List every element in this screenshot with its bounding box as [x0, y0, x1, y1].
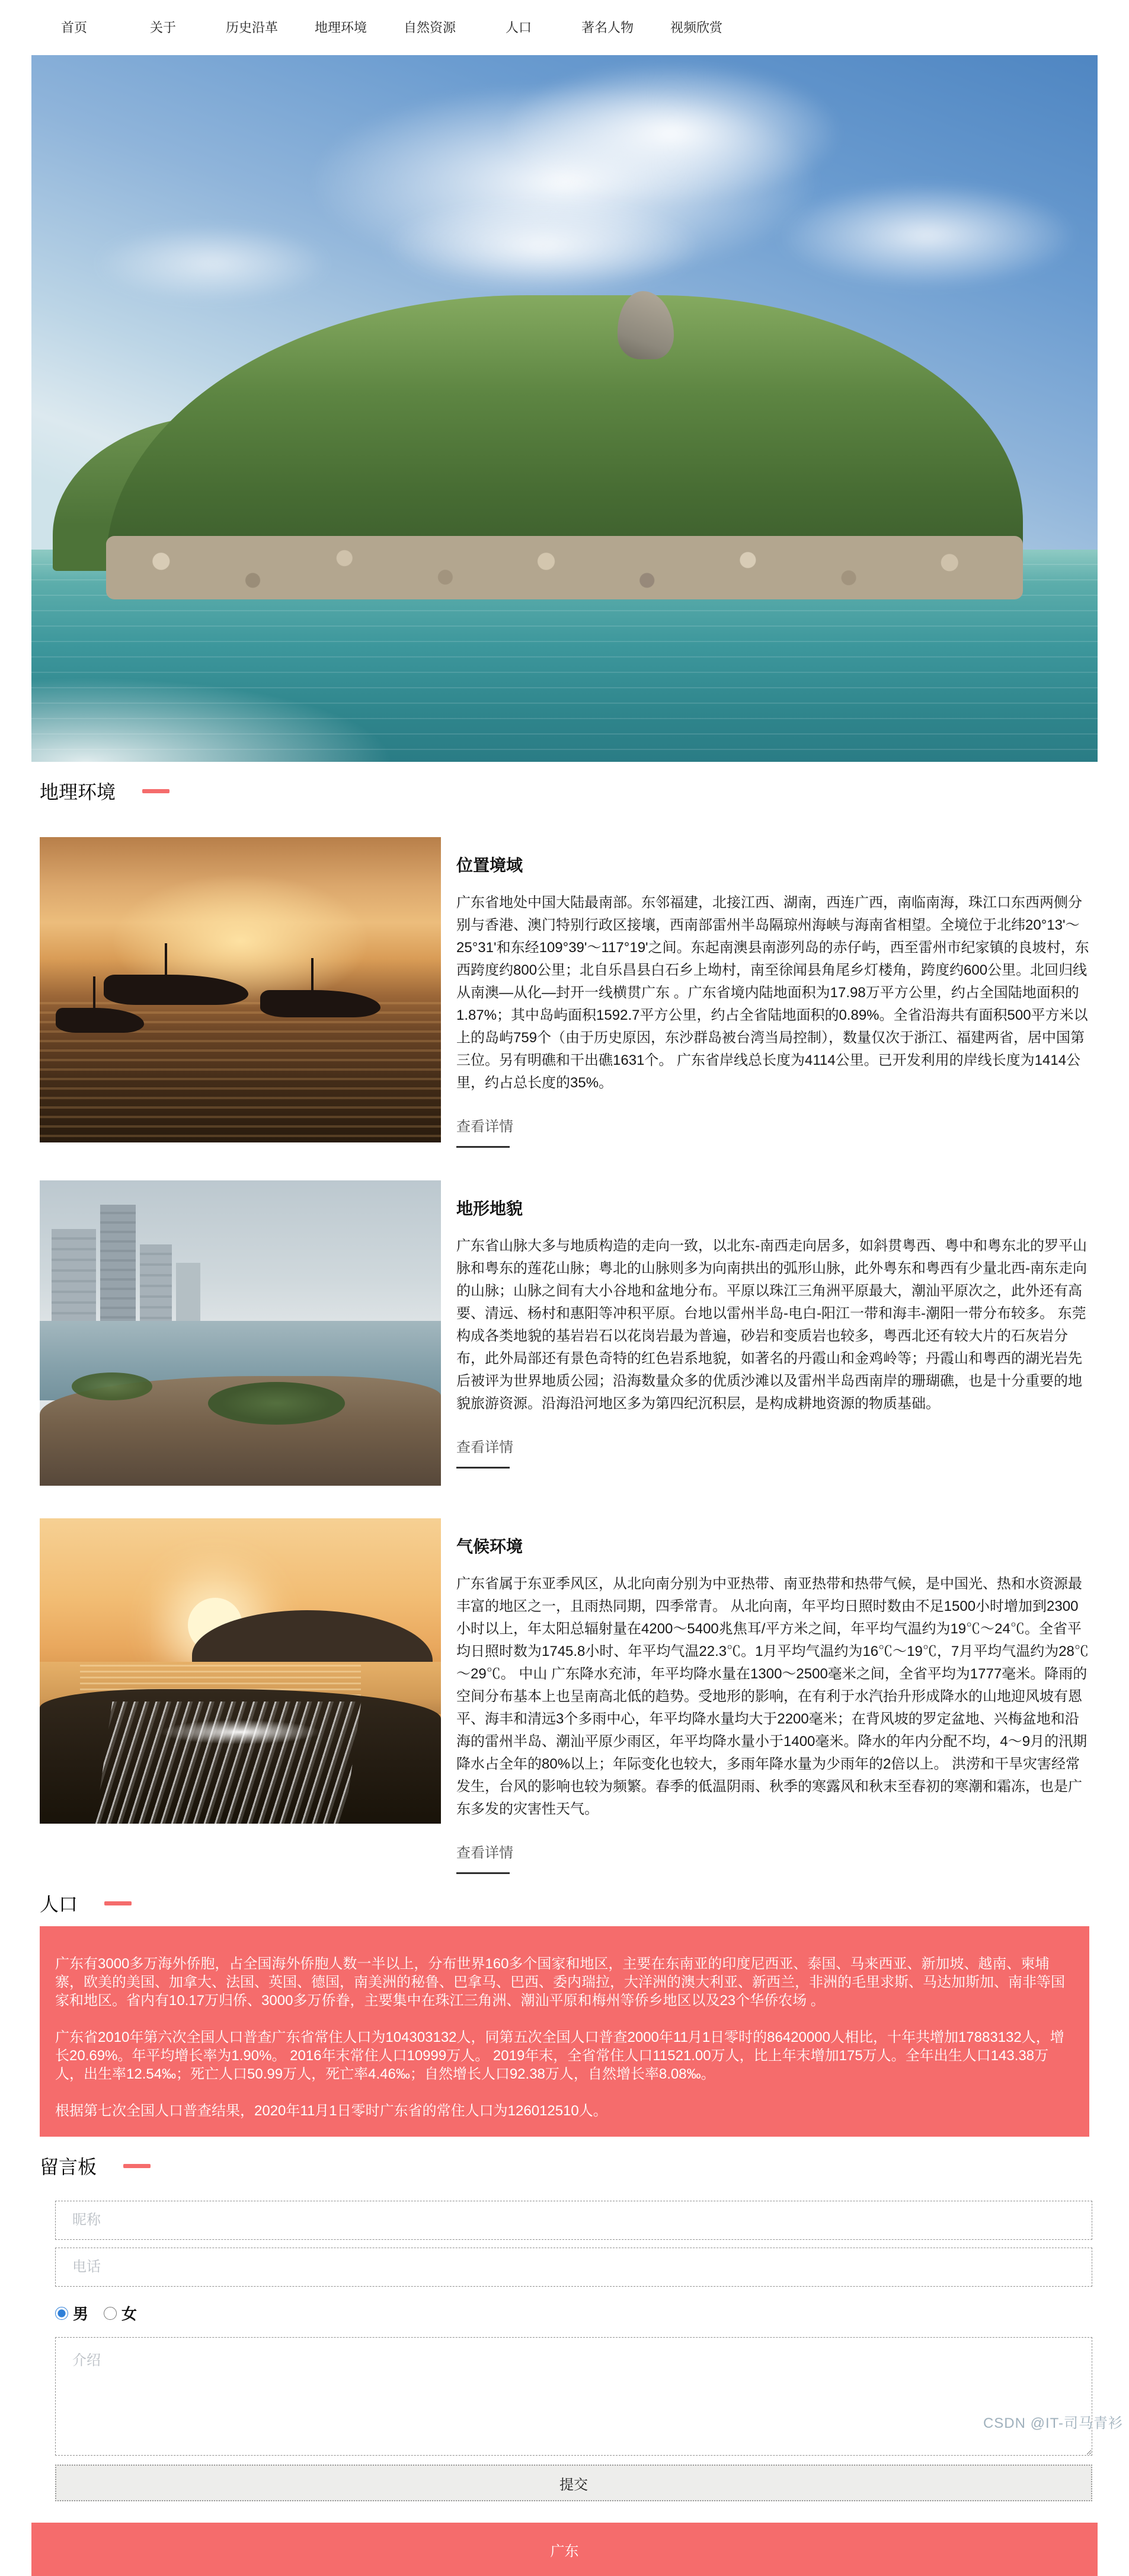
submit-button[interactable]: 提交 — [55, 2465, 1092, 2501]
nav-item-resources[interactable]: 自然资源 — [403, 20, 456, 35]
card-title: 位置境域 — [456, 856, 523, 874]
gender-female-radio[interactable] — [104, 2307, 117, 2320]
hero-coastal-island-photo — [31, 55, 1098, 762]
detail-link[interactable]: 查看详情 — [456, 1841, 513, 1874]
nav-item-home[interactable]: 首页 — [60, 20, 87, 35]
cloud-shape — [778, 183, 1076, 289]
boulder-shore-shape — [106, 536, 1023, 599]
card-text: 广东省地处中国大陆最南部。东邻福建，北接江西、湖南，西连广西，南临南海，珠江口东西两侧分别与香港、澳门特别行政区接壤，西南部雷州半岛隔琼州海峡与海南省相望。全境位于北纬20°13'～25°31'和东经109°39'～117°19'之间。东起南澳县南澎列岛的赤仔屿，西至雷州市纪家镇的良坡村，东西跨度约800公里；北自乐昌县白石乡上坳村，南至徐闻县角尾乡灯楼角，跨度约600公里。北回归线从南澳—从化—封开一线横贯广东 。广东省境内陆地面积为17.98万平方公里，约占全国陆地面积的1.87%；其中岛屿面积1592.7平方公里，约占全省陆地面积的0.89%。全省沿海共有面积500平方米以上的岛屿759个（由于历史原因，东沙群岛被台湾当局控制），数量仅次于浙江、福建两省，居中国第三位。另有明礁和干出礁1631个。 广东省岸线总长度为4114公里。已开发利用的岸线长度为1414公里，约占总长度的35%。 — [456, 895, 1089, 1091]
red-dash — [104, 1901, 132, 1905]
footer-label: 广东 — [550, 2543, 579, 2559]
nav-item-celebrities[interactable]: 著名人物 — [581, 20, 634, 35]
coastal-city-photo — [40, 1180, 441, 1486]
card-title: 气候环境 — [456, 1537, 523, 1556]
cloud-shape — [383, 196, 703, 295]
intro-textarea[interactable] — [55, 2337, 1092, 2456]
card-text: 广东省属于东亚季风区，从北向南分别为中亚热带、南亚热带和热带气候，是中国光、热和水资源最丰富的地区之一，且雨热同期，四季常青。 从北向南，年平均日照时数由不足1500小时增加到2300小时以上，年太阳总辐射量在4200～5400兆焦耳/平方米之间，年平均气温约为19℃～24℃。全省平均日照时数为1745.8小时、年平均气温22.3℃。1月平均气温约为16℃～19℃，7月平均气温约为28℃～29℃。 中山 广东降水充沛，年平均降水量在1300～2500毫米之间，全省平均为1777毫米。降雨的空间分布基本上也呈南高北低的趋势。受地形的影响，在有利于水汽抬升形成降水的山地迎风坡有恩平、海丰和清远3个多雨中心，年平均降水量均大于2200毫米；在背风坡的罗定盆地、兴梅盆地和沿海的雷州半岛、潮汕平原少雨区，年平均降水量小于1400毫米。降水的年内分配不均，4～9月的汛期降水占全年的80%以上；年际变化也较大，多雨年降水量为少雨年的2倍以上。 洪涝和干旱灾害经常发生，台风的影响也较为频繁。春季的低温阴雨、秋季的寒露风和秋末至春初的寒潮和霜冻，也是广东多发的灾害性天气。 — [456, 1576, 1089, 1817]
geo-card-terrain — [40, 1180, 1089, 1486]
section-title-message-board: 留言板 — [40, 2156, 97, 2178]
nav-item-geography[interactable]: 地理环境 — [314, 20, 367, 35]
population-highlight-box — [40, 1926, 1089, 2137]
foam-pool-shape — [160, 1720, 321, 1744]
section-title-population: 人口 — [40, 1894, 78, 1915]
nickname-input[interactable] — [55, 2201, 1092, 2240]
red-dash — [142, 789, 169, 793]
sunset-sea-rocks-photo — [40, 1518, 441, 1824]
shrub-shape — [208, 1382, 344, 1425]
section-header-population — [40, 1889, 1098, 1917]
gender-radio-group — [55, 2302, 1074, 2324]
population-paragraph: 根据第七次全国人口普查结果，2020年11月1日零时广东省的常住人口为126012510人。 — [55, 2103, 607, 2119]
gender-male-option[interactable] — [55, 2302, 88, 2324]
page-container — [31, 55, 1098, 2501]
wave-foam-shape — [31, 677, 394, 762]
card-text: 广东省山脉大多与地质构造的走向一致，以北东-南西走向居多，如斜贯粤西、粤中和粤东北的罗平山脉和粤东的莲花山脉；粤北的山脉则多为向南拱出的弧形山脉，此外粤东和粤西有少量北西-南东走向的山脉；山脉之间有大小谷地和盆地分布。平原以珠江三角洲平原最大，潮汕平原次之，此外还有高要、清远、杨村和惠阳等冲积平原。台地以雷州半岛-电白-阳江一带和海丰-潮阳一带分布较多。 东莞 构成各类地貌的基岩岩石以花岗岩最为普遍，砂岩和变质岩也较多，粤西北还有较大片的石灰岩分布，此外局部还有景色奇特的红色岩系地貌，如著名的丹霞山和金鸡岭等；丹霞山和粤西的湖光岩先后被评为世界地质公园；沿海数量众多的优质沙滩以及雷州半岛西南岸的珊瑚礁，也是十分重要的地貌旅游资源。沿海沿河地区多为第四纪沉积层，是构成耕地资源的物质基础。 — [456, 1238, 1087, 1412]
nav-item-videos[interactable]: 视频欣赏 — [670, 20, 722, 35]
csdn-watermark: CSDN @IT-司马青衫 — [983, 2415, 1123, 2431]
geo-card-climate — [40, 1518, 1089, 1874]
gender-female-option[interactable] — [104, 2302, 137, 2324]
section-population — [31, 1889, 1098, 2137]
card-body — [456, 837, 1089, 1148]
cloud-shape — [501, 62, 842, 203]
detail-link[interactable]: 查看详情 — [456, 1435, 513, 1469]
section-geography — [31, 777, 1098, 1874]
section-header-geography — [40, 777, 1098, 805]
red-dash — [123, 2164, 151, 2168]
top-nav — [0, 0, 1129, 55]
card-title: 地形地貌 — [456, 1199, 523, 1218]
nav-item-about[interactable]: 关于 — [149, 20, 176, 35]
gender-male-label: 男 — [73, 2305, 89, 2323]
population-paragraph: 广东省2010年第六次全国人口普查广东省常住人口为104303132人，同第五次全国人口普查2000年11月1日零时的86420000人相比，十年共增加17883132人，增长20.69%。年平均增长率为1.90%。 2016年末常住人口10999万人。 2019年末，全省常住人口11521.00万人，比上年末增加175万人。全年出生人口143.38万人，出生率12.54‰；死亡人口50.99万人，死亡率4.46‰；自然增长人口92.38万人，自然增长率8.08‰。 — [55, 2029, 1064, 2082]
geo-card-location — [40, 837, 1089, 1148]
nav-item-history[interactable]: 历史沿革 — [225, 20, 278, 35]
nav-item-population[interactable]: 人口 — [505, 20, 532, 35]
detail-link[interactable]: 查看详情 — [456, 1115, 513, 1148]
sunset-boats-photo — [40, 837, 441, 1142]
section-title-geography: 地理环境 — [40, 781, 116, 803]
section-header-message-board — [40, 2152, 1098, 2179]
card-body — [456, 1518, 1089, 1874]
population-paragraph: 广东有3000多万海外侨胞，占全国海外侨胞人数一半以上，分布世界160多个国家和地区，主要在东南亚的印度尼西亚、泰国、马来西亚、新加坡、越南、柬埔寨，欧美的美国、加拿大、法国、英国、德国，南美洲的秘鲁、巴拿马、巴西、委内瑞拉，大洋洲的澳大利亚、新西兰，非洲的毛里求斯、马达加斯加、南非等国家和地区。省内有10.17万归侨、3000多万侨眷，主要集中在珠江三角洲、潮汕平原和梅州等侨乡地区以及23个华侨农场 。 — [55, 1956, 1065, 2009]
card-body — [456, 1180, 1089, 1486]
footer — [31, 2523, 1098, 2576]
cloud-shape — [95, 225, 330, 302]
phone-input[interactable] — [55, 2248, 1092, 2287]
shrub-shape — [72, 1372, 152, 1400]
message-form — [55, 2201, 1074, 2501]
section-message-board — [31, 2152, 1098, 2501]
gender-male-radio[interactable] — [55, 2307, 68, 2320]
gender-female-label: 女 — [121, 2305, 137, 2323]
